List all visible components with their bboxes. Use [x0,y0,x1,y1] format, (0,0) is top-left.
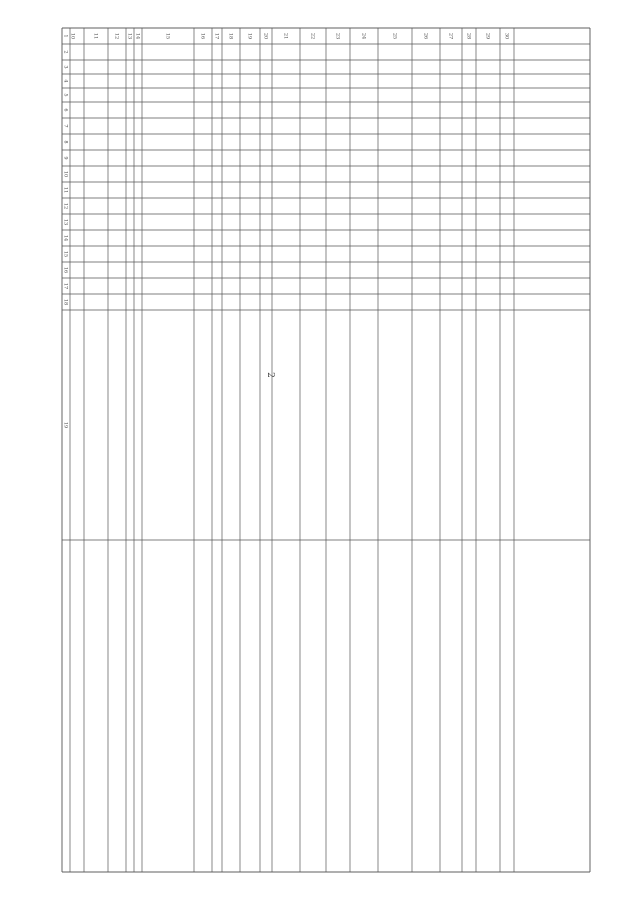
column-number: 6 [62,108,69,112]
page-number: 2 [265,372,275,378]
column-number: 13 [62,218,69,226]
column-number: 12 [62,202,69,210]
column-number: 11 [62,186,69,194]
row-number: 10 [69,32,76,40]
row-number: 19 [246,32,253,40]
column-number: 3 [62,65,69,69]
row-number: 21 [282,32,289,40]
column-number: 2 [62,50,69,54]
row-number: 20 [262,32,269,40]
column-number: 18 [62,298,69,306]
row-number: 16 [199,32,206,40]
column-number: 19 [62,421,69,429]
row-number: 27 [447,32,454,40]
column-number: 5 [62,93,69,97]
row-number: 25 [391,32,398,40]
column-number: 10 [62,170,69,178]
column-number: 9 [62,156,69,160]
row-number: 15 [164,32,171,40]
row-number: 17 [213,32,220,40]
row-number: 23 [334,32,341,40]
row-number: 12 [113,32,120,40]
row-number: 26 [422,32,429,40]
column-number: 1 [62,34,69,38]
column-number: 7 [62,124,69,128]
row-number: 13 [126,32,133,40]
column-number: 8 [62,140,69,144]
row-number: 18 [227,32,234,40]
row-number: 29 [484,32,491,40]
row-number: 28 [465,32,472,40]
row-number: 30 [503,32,510,40]
column-number: 14 [62,234,69,242]
row-number: 11 [92,32,99,40]
column-number: 15 [62,250,69,258]
column-number: 16 [62,266,69,274]
row-number: 24 [360,32,367,40]
row-number: 22 [309,32,316,40]
column-number: 4 [62,79,69,83]
column-number: 17 [62,282,69,290]
row-number: 14 [134,32,141,40]
